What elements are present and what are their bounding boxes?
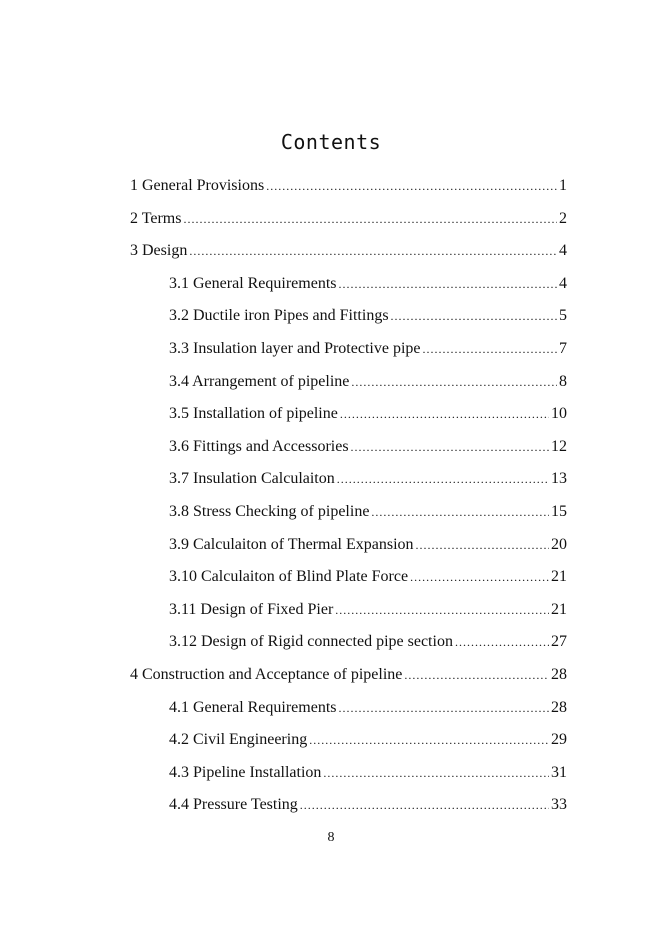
toc-entry[interactable] [130,764,567,797]
toc-entry-page: 4 [559,274,567,292]
toc-entry-label: 4.3 Pipeline Installation [169,763,322,781]
toc-entry-label: 3 Design [130,242,188,260]
toc-entry[interactable] [130,796,567,829]
toc-entry-label: 3.10 Calculaiton of Blind Plate Force [169,568,409,586]
toc-entry-label: 3.12 Design of Rigid connected pipe section [169,633,453,651]
toc-entry[interactable] [130,633,567,666]
toc-entry-page: 33 [551,796,567,814]
toc-entry[interactable] [130,666,567,699]
toc-entry-page: 20 [551,535,567,553]
toc-entry[interactable] [130,699,567,732]
toc-entry-page: 28 [551,698,567,716]
toc-entry-label: 4.1 General Requirements [169,698,337,716]
toc-entry-label: 3.11 Design of Fixed Pier [169,600,334,618]
toc-entry-page: 21 [551,600,567,618]
toc-entry[interactable] [130,177,567,210]
toc-dot-leader [410,570,549,585]
toc-entry[interactable] [130,470,567,503]
toc-entry-label: 3.2 Ductile iron Pipes and Fittings [169,307,389,325]
table-of-contents [130,177,567,829]
page-number: 8 [327,830,335,845]
toc-entry[interactable] [130,405,567,438]
toc-entry-page: 4 [559,242,567,260]
toc-entry-page: 12 [551,437,567,455]
toc-dot-leader [371,505,549,520]
toc-dot-leader [339,701,550,716]
toc-dot-leader [183,212,557,227]
toc-entry-label: 3.3 Insulation layer and Protective pipe [169,339,421,357]
toc-entry-page: 13 [551,470,567,488]
toc-dot-leader [391,309,557,324]
toc-entry[interactable] [130,242,567,275]
toc-entry[interactable] [130,601,567,634]
toc-dot-leader [404,668,549,683]
toc-entry-label: 3.7 Insulation Calculaiton [169,470,335,488]
toc-dot-leader [422,342,557,357]
toc-entry-page: 7 [559,339,567,357]
toc-dot-leader [340,407,549,422]
toc-entry[interactable] [130,731,567,764]
toc-entry[interactable] [130,568,567,601]
toc-dot-leader [266,179,557,194]
toc-entry[interactable] [130,275,567,308]
toc-dot-leader [335,603,549,618]
toc-entry-page: 29 [551,731,567,749]
toc-entry-label: 3.4 Arrangement of pipeline [169,372,350,390]
toc-entry-label: 4.2 Civil Engineering [169,731,308,749]
toc-entry[interactable] [130,536,567,569]
toc-dot-leader [189,244,557,259]
toc-entry[interactable] [130,373,567,406]
toc-entry-label: 3.5 Installation of pipeline [169,405,338,423]
toc-dot-leader [337,472,549,487]
toc-entry-label: 3.1 General Requirements [169,274,337,292]
toc-entry[interactable] [130,503,567,536]
toc-dot-leader [416,538,549,553]
toc-entry-page: 21 [551,568,567,586]
toc-dot-leader [351,440,549,455]
toc-entry-label: 3.9 Calculaiton of Thermal Expansion [169,535,414,553]
toc-entry-label: 2 Terms [130,209,182,227]
toc-dot-leader [455,635,549,650]
toc-entry-label: 1 General Provisions [130,177,265,194]
toc-entry[interactable] [130,307,567,340]
toc-entry-page: 8 [559,372,567,390]
toc-entry-page: 1 [559,177,567,194]
toc-entry-label: 4 Construction and Acceptance of pipeline [130,665,403,683]
toc-entry-page: 2 [559,209,567,227]
toc-dot-leader [309,733,549,748]
toc-dot-leader [351,375,557,390]
toc-entry-label: 3.8 Stress Checking of pipeline [169,502,370,520]
toc-entry-page: 28 [551,665,567,683]
toc-entry[interactable] [130,210,567,243]
toc-entry-label: 3.6 Fittings and Accessories [169,437,349,455]
toc-dot-leader [323,766,549,781]
toc-entry[interactable] [130,340,567,373]
toc-entry-page: 27 [551,633,567,651]
page-title: Contents [280,130,382,154]
toc-entry-page: 5 [559,307,567,325]
toc-dot-leader [300,798,549,813]
toc-entry-page: 10 [551,405,567,423]
toc-entry-page: 31 [551,763,567,781]
toc-entry-label: 4.4 Pressure Testing [169,796,298,814]
toc-entry[interactable] [130,438,567,471]
toc-entry-page: 15 [551,502,567,520]
toc-dot-leader [339,277,558,292]
